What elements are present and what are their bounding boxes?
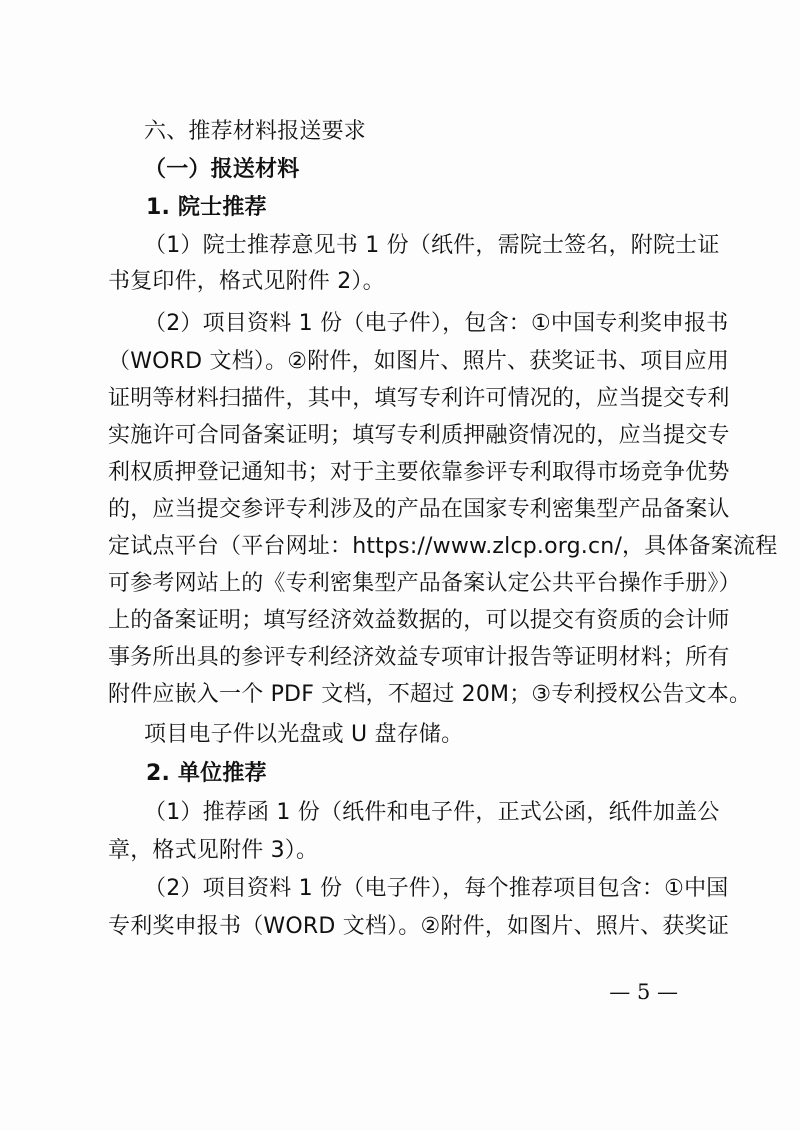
paragraph-line: （2）项目资料 1 份（电子件），包含：①中国专利奖申报书 [144, 311, 729, 336]
paragraph-line: （1）推荐函 1 份（纸件和电子件，正式公函，纸件加盖公 [144, 800, 720, 825]
academician-recommendation-heading: 1. 院士推荐 [146, 195, 267, 220]
section-heading: 六、推荐材料报送要求 [144, 119, 367, 144]
page-number: — 5 — [609, 980, 678, 1004]
unit-recommendation-heading: 2. 单位推荐 [146, 761, 267, 786]
paragraph-line: 附件应嵌入一个 PDF 文档，不超过 20M；③专利授权公告文本。 [108, 682, 752, 707]
paragraph-line: 书复印件，格式见附件 2）。 [108, 269, 385, 294]
paragraph-line: 定试点平台（平台网址：https://www.zlcp.org.cn/，具体备案流程 [108, 534, 778, 559]
paragraph-line: 实施许可合同备案证明；填写专利质押融资情况的，应当提交专 [108, 423, 730, 448]
paragraph-line: 的，应当提交参评专利涉及的产品在国家专利密集型产品备案认 [108, 497, 730, 522]
paragraph-line: 事务所出具的参评专利经济效益专项审计报告等证明材料；所有 [108, 645, 730, 670]
paragraph-line: 上的备案证明；填写经济效益数据的，可以提交有资质的会计师 [108, 608, 730, 633]
paragraph-line: 专利奖申报书（WORD 文档）。②附件，如图片、照片、获奖证 [108, 914, 730, 939]
paragraph-line: （WORD 文档）。②附件，如图片、照片、获奖证书、项目应用 [108, 349, 730, 374]
paragraph-line: 利权质押登记通知书；对于主要依靠参评专利取得市场竞争优势 [108, 460, 730, 485]
paragraph-line: 证明等材料扫描件，其中，填写专利许可情况的，应当提交专利 [108, 386, 730, 411]
paragraph-line: （2）项目资料 1 份（电子件），每个推荐项目包含：①中国 [144, 876, 729, 901]
paragraph-line: 可参考网站上的《专利密集型产品备案认定公共平台操作手册》） [108, 571, 741, 596]
paragraph-line: （1）院士推荐意见书 1 份（纸件，需院士签名，附院士证 [144, 233, 720, 258]
subsection-heading: （一）报送材料 [144, 157, 300, 182]
paragraph-line: 项目电子件以光盘或 U 盘存储。 [144, 722, 464, 747]
paragraph-line: 章，格式见附件 3）。 [108, 838, 319, 863]
